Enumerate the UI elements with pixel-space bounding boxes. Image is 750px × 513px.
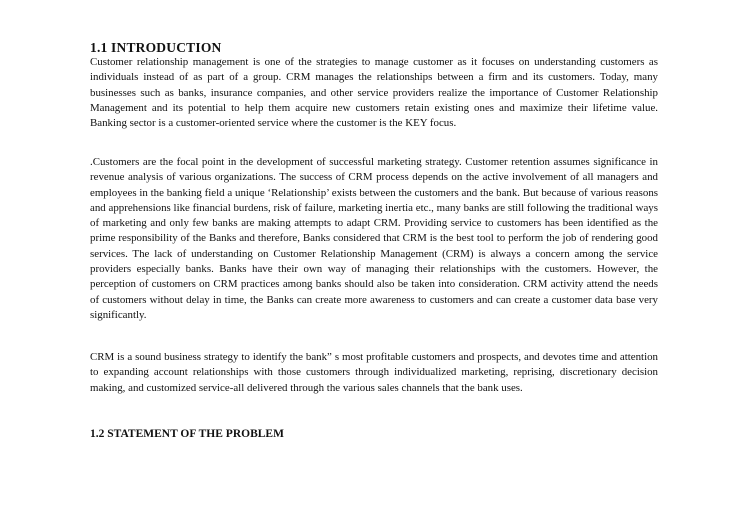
paragraph-crm-definition: Customer relationship management is one of the strategies to manage customer as it focuses on understanding customers as individuals instead of as part of a group. CRM manages the relationships between a firm and its customers. Today, many businesses such as banks, insurance companies, and other service providers realize the importance of Customer Relationship Management and its potential to help them acquire new customers retain existing ones and maximize their lifetime value. Banking sector is a customer-oriented service where the customer is the KEY focus.: [90, 56, 658, 130]
section-heading-statement-of-problem: 1.2 STATEMENT OF THE PROBLEM: [90, 428, 284, 440]
paragraph-crm-strategy: CRM is a sound business strategy to identify the bank” s most profitable customers and prospects, and devotes time and attention to expanding account relationships with those customers through individualized marketing, reprising, discretionary decision making, and customized service-all delivered through the various sales channels that the bank uses.: [90, 351, 658, 394]
paragraph-customer-focus: .Customers are the focal point in the development of successful marketing strategy. Customer retention assumes significance in revenue analysis of various organizations. The success of CRM process depends on the active involvement of all managers and employees in the banking field a unique ‘Relationship’ exists between the customers and the bank. But because of various reasons and apprehensions like financial burdens, risk of failure, marketing inertia etc., many banks are still following the traditional ways of marketing and only few banks are making attempts to adapt CRM. Providing service to customers has been identified as the prime responsibility of the Banks and therefore, Banks considered that CRM is the best tool to perform the job of rendering good services. The lack of understanding on Customer Relationship Management (CRM) is always a concern among the service providers especially banks. Banks have their own way of managing their relationships with the customers. However, the perception of customers on CRM practices among banks should also be taken into consideration. CRM activity attend the needs of customers without delay in time, the Banks can create more awareness to customers and can create a customer data base very significantly.: [90, 156, 658, 321]
section-heading-introduction: 1.1 INTRODUCTION: [90, 40, 222, 55]
